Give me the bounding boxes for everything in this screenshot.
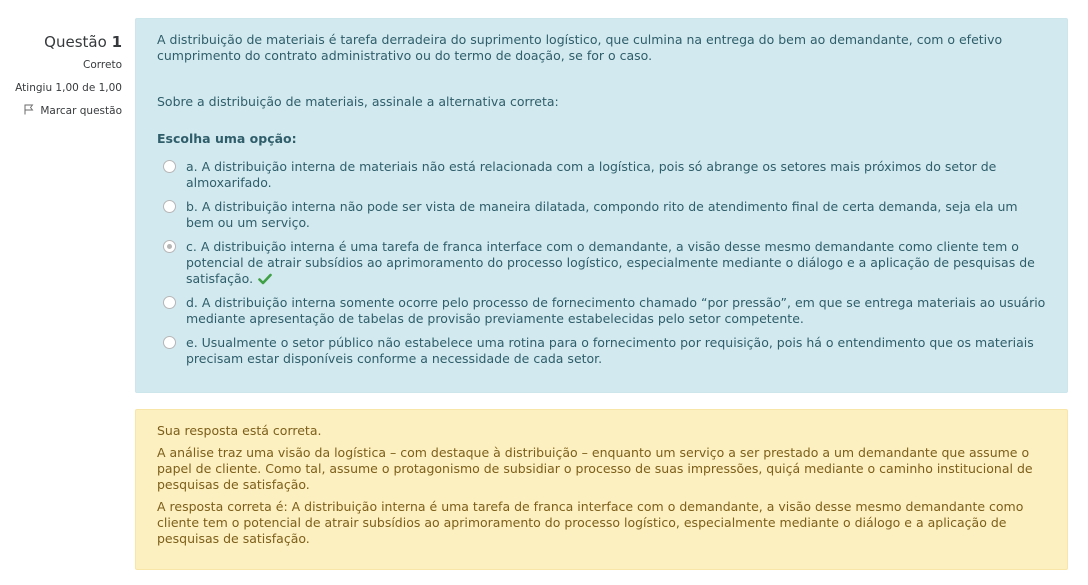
feedback-explanation: A análise traz uma visão da logística – com destaque à distribuição – enquanto um serviço a ser prestado a um demandante que assume o papel de cliente. Como tal, assume o protagonismo de subsidiar o processo de suas impressões, quiçá mediante o caminho institucional de pesquisas de satisfação.: [157, 445, 1033, 492]
question-content: [135, 18, 1068, 393]
question-text: A distribuição de materiais é tarefa derradeira do suprimento logístico, que culmina na entrega do bem ao demandante, com o efetivo cumprimento do contrato administrativo ou do termo de doação, se for o caso.: [157, 32, 1003, 63]
radio-option-a[interactable]: [163, 160, 176, 173]
answer-option-label-container[interactable]: [182, 239, 1047, 287]
answer-option-label[interactable]: e. Usualmente o setor público não estabelece uma rotina para o fornecimento por requisição, pois há o entendimento que os materiais precisam estar disponíveis conforme a necessidade de cada setor.: [186, 335, 1034, 366]
answer-option-label[interactable]: b. A distribuição interna não pode ser vista de maneira dilatada, compondo rito de atendimento final de certa demanda, seja ela um bem ou um serviço.: [186, 199, 1018, 230]
feedback-panel: [135, 409, 1068, 570]
radio-option-d[interactable]: [163, 296, 176, 309]
answer-option-label[interactable]: d. A distribuição interna somente ocorre pelo processo de fornecimento chamado “por pressão”, em que se entrega materiais ao usuário mediante apresentação de tabelas de provisão previamente estabelecidas pelo setor competente.: [186, 295, 1046, 326]
feedback-correct-answer: A resposta correta é: A distribuição interna é uma tarefa de franca interface com o demandante, a visão desse mesmo demandante como cliente tem o potencial de atrair subsídios ao aprimoramento do processo logístico, especialmente mediante o diálogo e a aplicação de pesquisas de satisfação.: [157, 499, 1024, 546]
question-label: Questão: [44, 33, 107, 51]
question-state: Correto: [83, 59, 122, 71]
answer-option-label: c. A distribuição interna é uma tarefa de franca interface com o demandante, a visão desse mesmo demandante como cliente tem o potencial de atrair subsídios ao aprimoramento do processo logístico, especialmente mediante o diálogo e a aplicação de pesquisas de satisfação.: [186, 239, 1035, 286]
question-number-value: 1: [111, 33, 122, 51]
radio-option-e[interactable]: [163, 336, 176, 349]
flag-question-link[interactable]: [0, 104, 122, 118]
question-info: [0, 32, 122, 118]
radio-option-b[interactable]: [163, 200, 176, 213]
choose-option-label: Escolha uma opção:: [157, 131, 297, 146]
check-icon: [258, 273, 272, 285]
answer-option-a[interactable]: [157, 159, 1047, 191]
answer-option-c[interactable]: [157, 239, 1047, 287]
answer-option-label[interactable]: a. A distribuição interna de materiais não está relacionada com a logística, pois só abrange os setores mais próximos do setor de almoxarifado.: [186, 159, 997, 190]
flag-icon: [24, 104, 34, 115]
answer-option-e[interactable]: [157, 335, 1047, 367]
answer-options: [157, 159, 1047, 367]
answer-option-b[interactable]: [157, 199, 1047, 231]
question-prompt: Sobre a distribuição de materiais, assinale a alternativa correta:: [157, 94, 559, 109]
flag-question-label: Marcar questão: [40, 105, 122, 117]
feedback-result: Sua resposta está correta.: [157, 423, 322, 438]
answer-option-d[interactable]: [157, 295, 1047, 327]
question-number: [0, 32, 122, 52]
question-grade: Atingiu 1,00 de 1,00: [15, 82, 122, 94]
radio-option-c[interactable]: [163, 240, 176, 253]
